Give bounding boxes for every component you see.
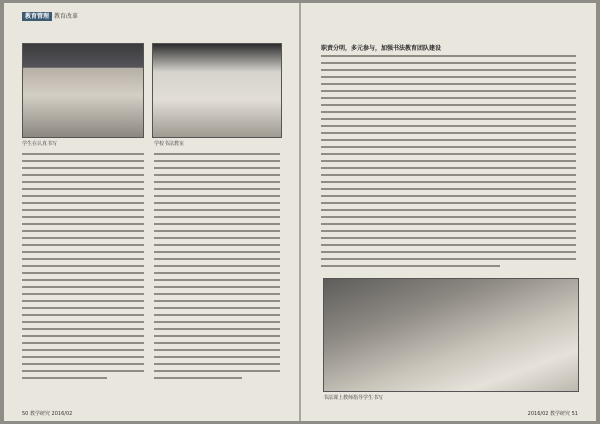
photo-calligraphy-room (152, 43, 282, 138)
photo-caption-1: 学生在认真书写 (22, 141, 58, 147)
photo-caption-2: 学校书法教室 (154, 141, 185, 147)
left-column-2 (154, 153, 280, 384)
photo-calligraphy-class (323, 278, 579, 392)
magazine-spread (4, 3, 596, 421)
right-footer: 2016/02 教学研究 51 (527, 411, 578, 417)
left-footer: 50 教学研究 2016/02 (22, 411, 73, 417)
section-subtag: 教育改革 (53, 13, 78, 20)
right-page (301, 3, 596, 421)
running-header (22, 11, 78, 20)
section-tag: 教育管理 (22, 12, 52, 21)
section-subheading: 职责分明，多元参与，加强书法教育团队建设 (321, 45, 442, 52)
left-column-1 (22, 153, 144, 384)
photo-students-writing (22, 43, 144, 138)
photo-caption-3: 书法课上教师指导学生书写 (323, 395, 384, 401)
right-body-text (321, 55, 576, 272)
left-page (4, 3, 299, 421)
